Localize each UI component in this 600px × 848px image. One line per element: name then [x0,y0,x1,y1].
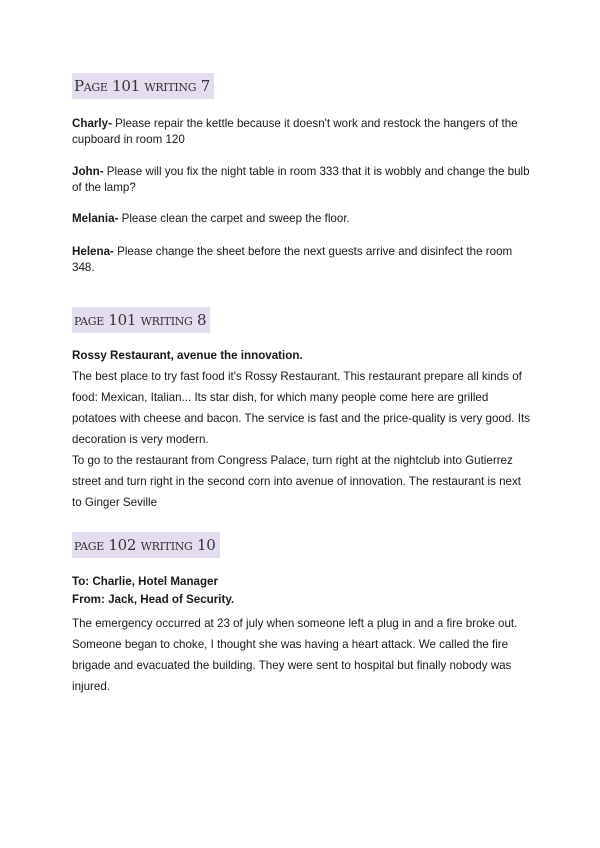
restaurant-title: Rossy Restaurant, avenue the innovation. [72,349,303,362]
section-heading-writing-10: page 102 writing 10 [72,532,220,558]
note-charly [72,116,532,148]
note-name: Melania- [72,212,119,225]
note-helena [72,244,532,276]
note-text: Please clean the carpet and sweep the floor. [118,212,350,225]
restaurant-paragraph-1: The best place to try fast food it's Rossy Restaurant. This restaurant prepare all kinds of food: Mexican, Italian... Its star dish, for which many people come here are grilled potatoes with cheese and bacon. The service is fast and the price-quality is very good. Its decoration is very modern. [72,370,530,446]
section-heading-writing-7: Page 101 writing 7 [72,73,214,99]
note-text: Please repair the kettle because it doesn't work and restock the hangers of the cupboard in room 120 [72,117,518,146]
restaurant-description [72,366,532,513]
note-name: Charly- [72,117,112,130]
note-name: Helena- [72,245,114,258]
note-text: Please change the sheet before the next guests arrive and disinfect the room 348. [72,245,513,274]
note-john [72,164,532,196]
note-name: John- [72,165,104,178]
section-heading-writing-8: page 101 writing 8 [72,307,210,333]
note-melania [72,211,532,227]
memo-from: From: Jack, Head of Security. [72,593,235,606]
memo-body: The emergency occurred at 23 of july when someone left a plug in and a fire broke out. Someone began to choke, I thought she was having a heart attack. We called the fire brigade and evacuated the building. They were sent to hospital but finally nobody was injured. [72,617,518,693]
restaurant-paragraph-2: To go to the restaurant from Congress Palace, turn right at the nightclub into Gutierrez street and turn right in the second corn into avenue of innovation. The restaurant is next to Ginger Seville [72,454,521,509]
memo-to: To: Charlie, Hotel Manager [72,575,219,588]
note-text: Please will you fix the night table in room 333 that it is wobbly and change the bulb of the lamp? [72,165,530,194]
